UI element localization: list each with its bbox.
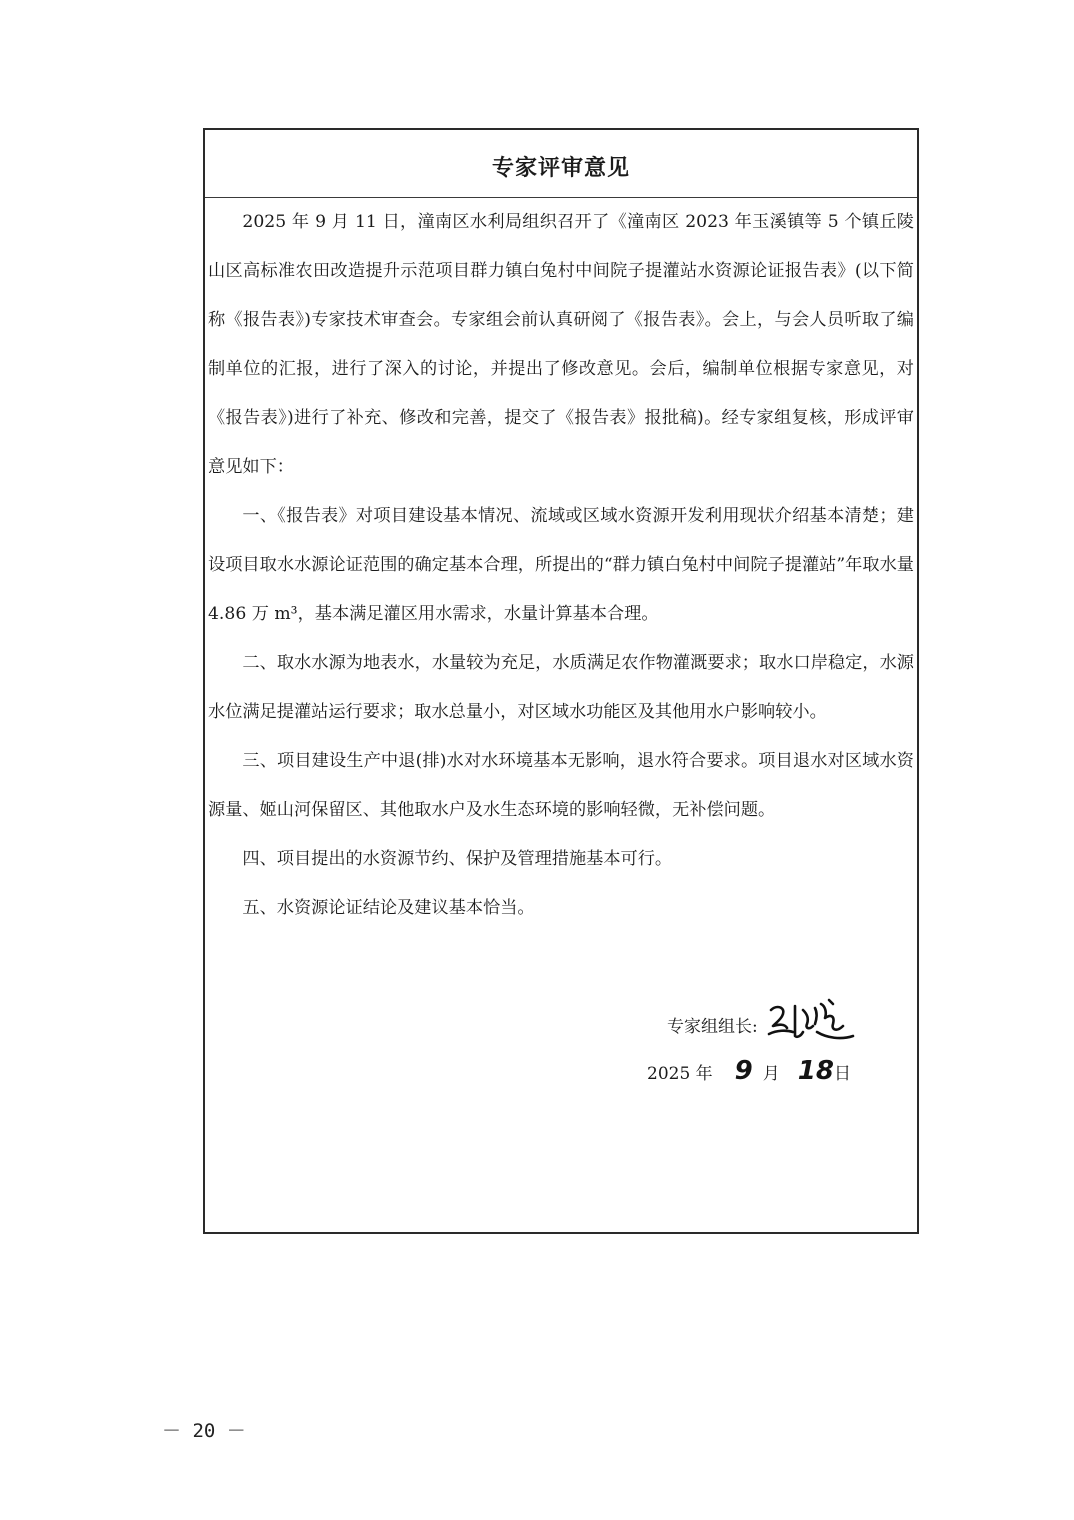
opinion-item-2: 二、取水水源为地表水，水量较为充足，水质满足农作物灌溉要求；取水口岸稳定，水源水位满足提灌站运行要求；取水总量小，对区域水功能区及其他用水户影响较小。	[208, 653, 914, 722]
date-day-handwritten: 18	[797, 1056, 834, 1086]
handwritten-signature	[765, 996, 857, 1048]
date-month-unit: 月	[762, 1064, 780, 1084]
form-title-row	[205, 130, 917, 198]
review-body	[208, 198, 914, 933]
opinion-item-5: 五、水资源论证结论及建议基本恰当。	[242, 898, 535, 918]
date-month-handwritten: 9	[734, 1056, 753, 1086]
form-title: 专家评审意见	[491, 156, 630, 181]
review-date	[647, 1056, 851, 1086]
opinion-item-1: 一、《报告表》对项目建设基本情况、流域或区域水资源开发利用现状介绍基本清楚；建设项目取水水源论证范围的确定基本合理，所提出的“群力镇白兔村中间院子提灌站”年取水量 4.86 万 m³，基本满足灌区用水需求，水量计算基本合理。	[208, 506, 914, 624]
leader-label: 专家组组长:	[667, 1017, 758, 1037]
opinion-item-3: 三、项目建设生产中退(排)水对水环境基本无影响，退水符合要求。项目退水对区域水资源量、姬山河保留区、其他取水户及水生态环境的影响轻微，无补偿问题。	[208, 751, 914, 820]
opinion-item-4: 四、项目提出的水资源节约、保护及管理措施基本可行。	[242, 849, 673, 869]
expert-review-form	[203, 128, 919, 1234]
page-number: － 20 －	[162, 1420, 246, 1442]
date-day-unit: 日	[833, 1064, 851, 1084]
intro-paragraph: 2025 年 9 月 11 日，潼南区水利局组织召开了《潼南区 2023 年玉溪镇等 5 个镇丘陵山区高标准农田改造提升示范项目群力镇白兔村中间院子提灌站水资源论证报告表》(以下简称《报告表》)专家技术审查会。专家组会前认真研阅了《报告表》。会上，与会人员听取了编制单位的汇报，进行了深入的讨论，并提出了修改意见。会后，编制单位根据专家意见，对《报告表》)进行了补充、修改和完善，提交了《报告表》报批稿)。经专家组复核，形成评审意见如下：	[208, 212, 914, 477]
date-year: 2025 年	[647, 1064, 713, 1084]
